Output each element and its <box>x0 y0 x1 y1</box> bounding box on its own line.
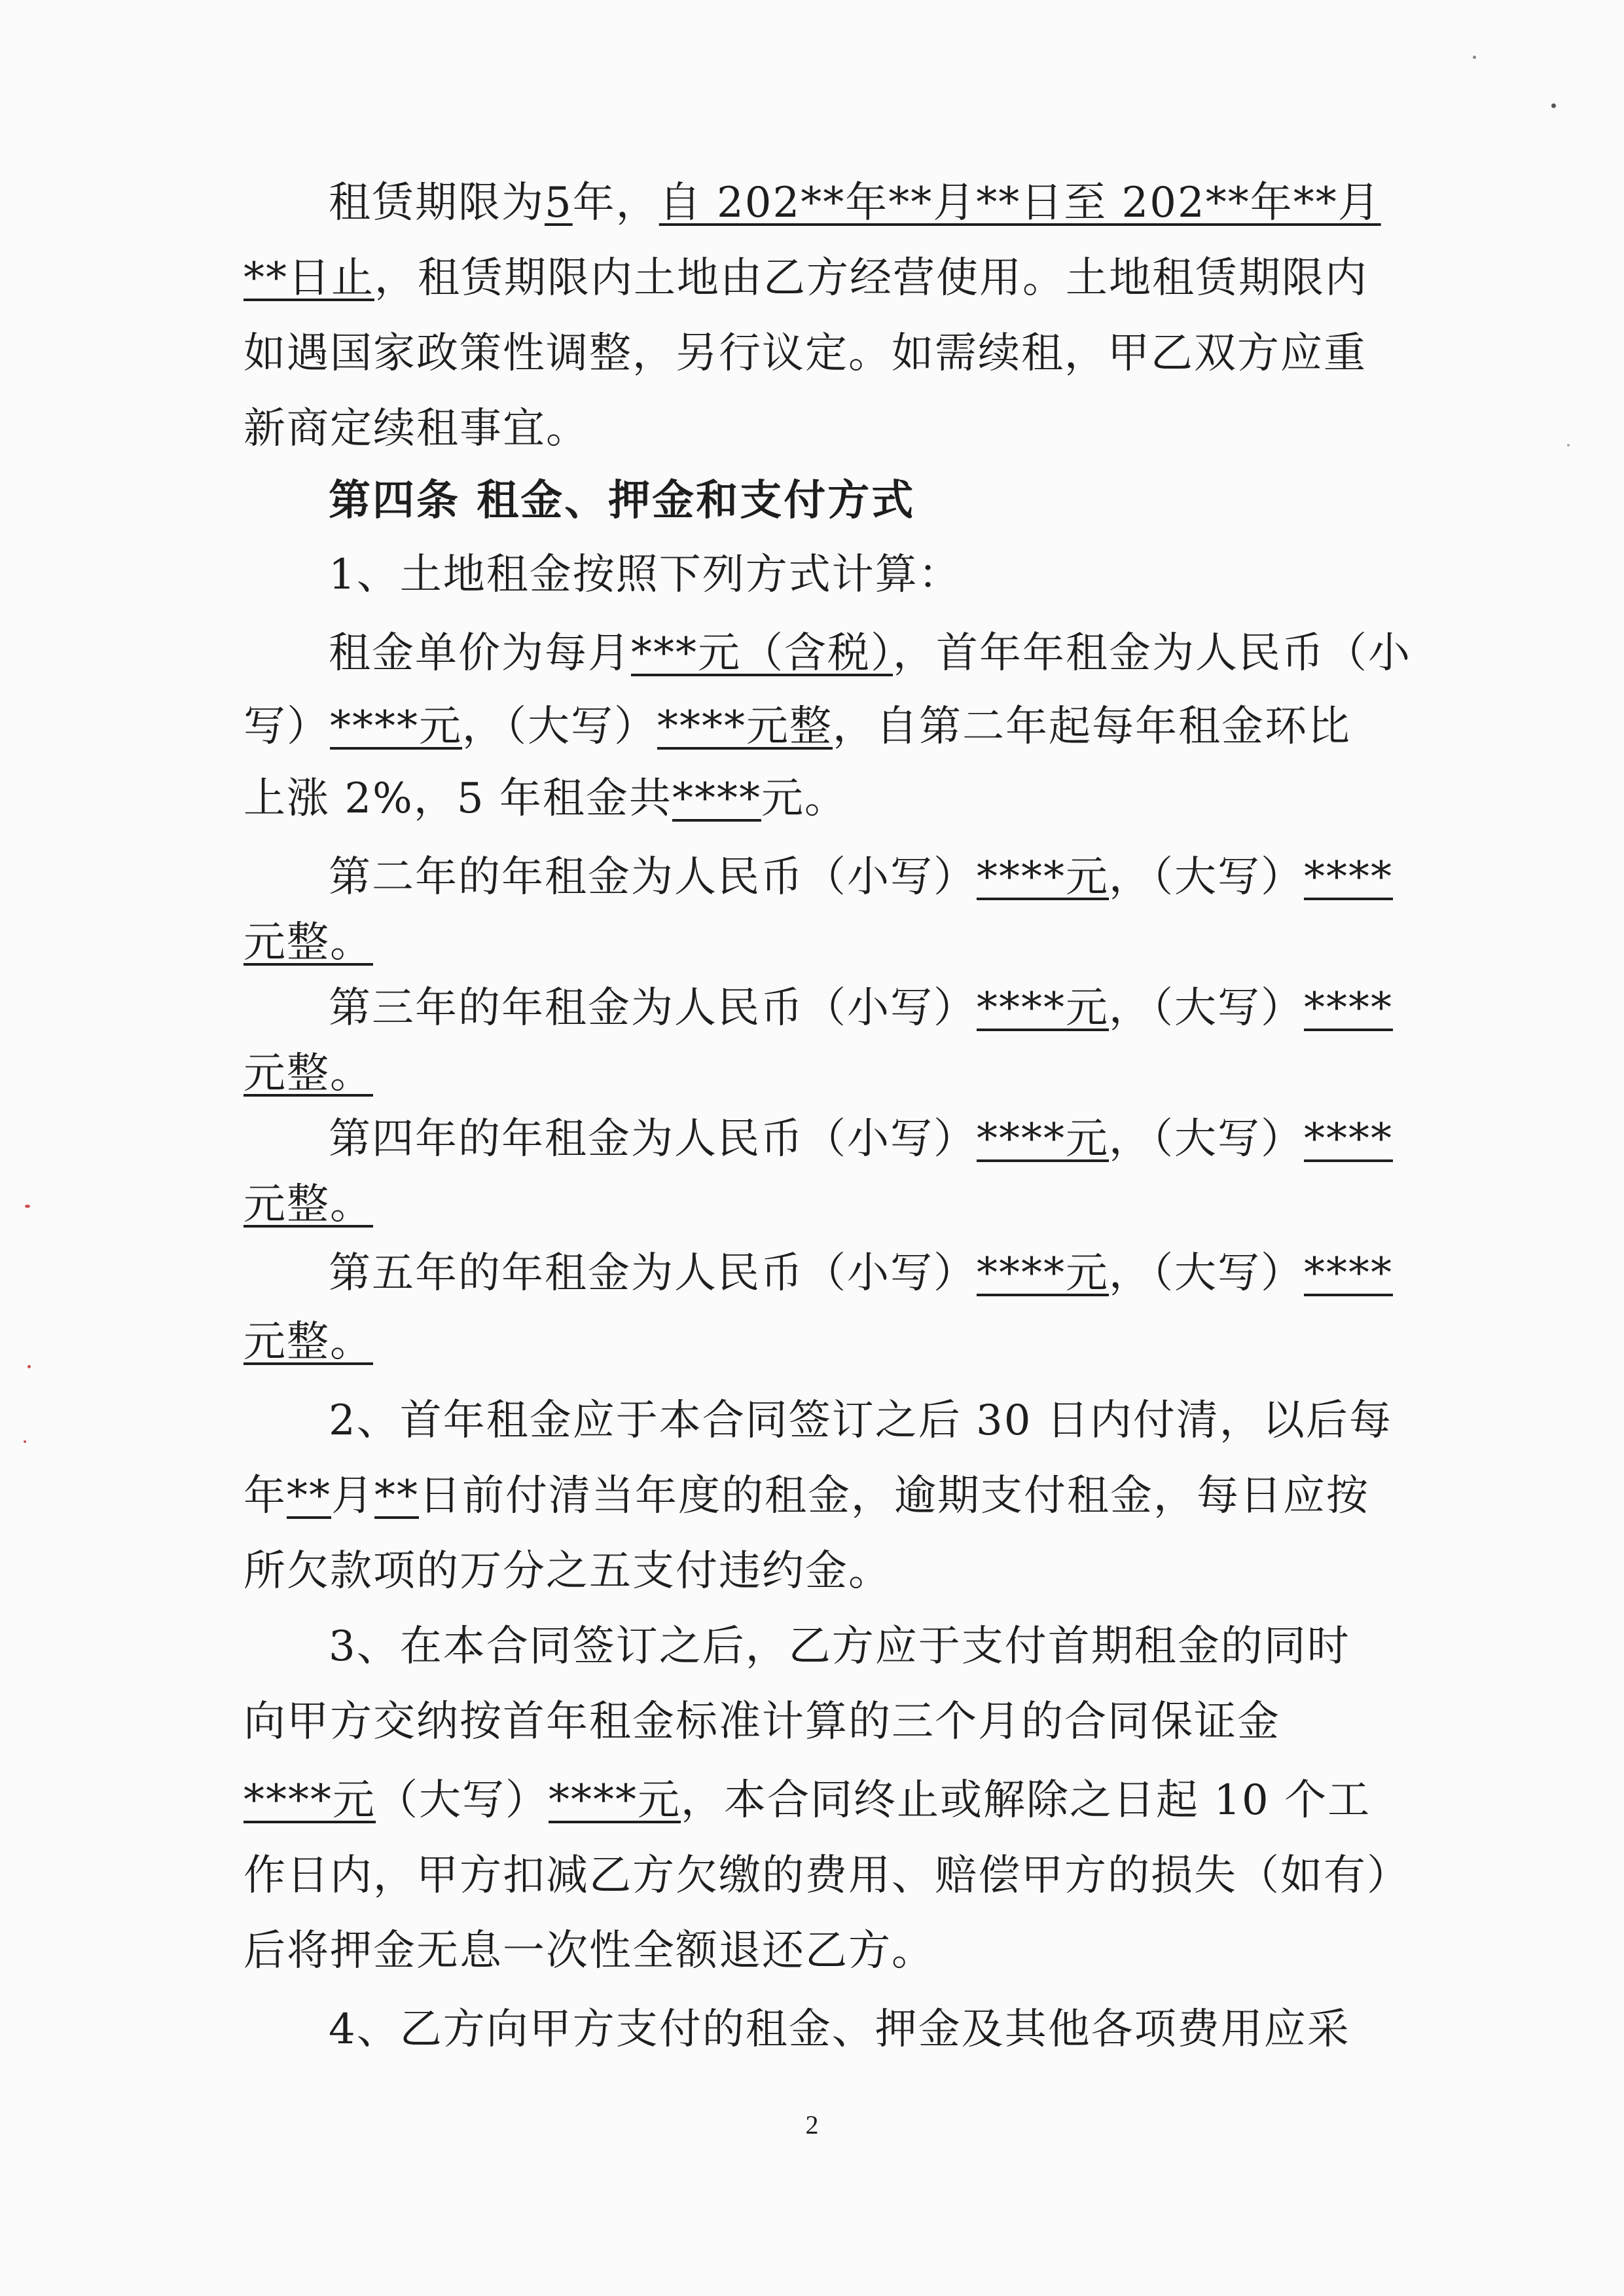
text-line <box>244 1696 1369 1748</box>
text-line <box>329 1620 1369 1673</box>
text-segment: 第四条 租金、押金和支付方式 <box>329 476 916 525</box>
text-segment: 上涨 2%，5 年租金共 <box>244 774 672 823</box>
underlined-fill-in: ****元 <box>977 853 1109 902</box>
scan-speck <box>27 1365 31 1368</box>
text-segment: （大写） <box>376 1776 549 1825</box>
underlined-fill-in: **** <box>1304 984 1393 1032</box>
underlined-fill-in: ****元 <box>244 1776 376 1825</box>
text-line <box>329 2003 1369 2056</box>
text-segment: 新商定续租事宜。 <box>244 405 589 453</box>
underlined-fill-in: 元整。 <box>244 1049 373 1098</box>
text-line <box>244 1545 1369 1597</box>
underlined-fill-in: ****元 <box>330 702 462 751</box>
text-segment: 元。 <box>761 774 848 823</box>
text-line <box>244 403 1369 455</box>
underlined-fill-in: 元整。 <box>244 1318 373 1366</box>
text-line <box>329 627 1411 680</box>
text-line <box>329 1394 1392 1447</box>
text-segment: 月 <box>331 1472 374 1520</box>
text-segment: 向甲方交纳按首年租金标准计算的三个月的合同保证金 <box>244 1698 1280 1746</box>
underlined-fill-in: 5 <box>545 179 573 227</box>
text-segment: 作日内，甲方扣减乙方欠缴的费用、赔偿甲方的损失（如有） <box>244 1851 1410 1900</box>
scan-speck <box>24 1440 26 1443</box>
text-segment: ，租赁期限内土地由乙方经营使用。土地租赁期限内 <box>374 254 1368 302</box>
underlined-fill-in: ****元 <box>977 1249 1109 1298</box>
underlined-fill-in: ****元 <box>549 1776 681 1825</box>
text-segment: ，（大写） <box>462 702 657 751</box>
text-line <box>329 982 1393 1034</box>
text-line <box>244 1470 1369 1522</box>
underlined-fill-in: **** <box>1304 853 1393 902</box>
scan-speck <box>1567 444 1570 446</box>
scan-speck <box>1473 56 1476 59</box>
text-line <box>244 1048 1369 1100</box>
text-segment: ，自第二年起每年租金环比 <box>833 702 1351 751</box>
text-line <box>244 1178 1369 1231</box>
text-segment: 写） <box>244 702 330 751</box>
text-segment: ，首年年租金为人民币（小 <box>893 629 1411 678</box>
underlined-fill-in: ****元 <box>977 1115 1109 1163</box>
text-segment: 2、首年租金应于本合同签订之后 30 日内付清，以后每 <box>329 1396 1392 1445</box>
text-segment: 年 <box>244 1472 287 1520</box>
text-line <box>244 917 1369 969</box>
text-segment: ，（大写） <box>1109 1115 1304 1163</box>
underlined-fill-in: **** <box>672 774 761 823</box>
text-line <box>244 1774 1369 1827</box>
text-segment: 第三年的年租金为人民币（小写） <box>329 984 977 1032</box>
text-segment: ，（大写） <box>1109 853 1304 902</box>
text-segment: 第四年的年租金为人民币（小写） <box>329 1115 977 1163</box>
text-segment: 如遇国家政策性调整，另行议定。如需续租，甲乙双方应重 <box>244 329 1367 378</box>
text-line <box>329 851 1393 903</box>
underlined-fill-in: **日止 <box>244 254 374 302</box>
text-segment: ，（大写） <box>1109 984 1304 1032</box>
underlined-fill-in: **** <box>1304 1115 1393 1163</box>
text-segment: 租金单价为每月 <box>329 629 631 678</box>
text-line <box>244 252 1369 304</box>
scan-speck <box>25 1205 30 1208</box>
text-line <box>244 1850 1410 1902</box>
scan-speck <box>1551 103 1556 108</box>
text-segment: 后将押金无息一次性全额退还乙方。 <box>244 1927 935 1975</box>
underlined-fill-in: **** <box>1304 1249 1393 1298</box>
text-segment: 3、在本合同签订之后，乙方应于支付首期租金的同时 <box>329 1622 1350 1671</box>
text-line <box>244 1925 1369 1977</box>
text-segment: 第五年的年租金为人民币（小写） <box>329 1249 977 1298</box>
text-line <box>329 1113 1393 1165</box>
text-line <box>244 1316 1369 1368</box>
text-line <box>244 701 1369 753</box>
text-segment: 年， <box>572 179 659 227</box>
section-heading <box>329 475 1369 527</box>
text-segment: 4、乙方向甲方支付的租金、押金及其他各项费用应采 <box>329 2005 1350 2054</box>
underlined-fill-in: 自 202**年**月**日至 202**年**月 <box>659 179 1381 227</box>
underlined-fill-in: 元整。 <box>244 919 373 967</box>
underlined-fill-in: ** <box>374 1472 419 1520</box>
underlined-fill-in: ****元整 <box>657 702 833 751</box>
text-segment: ，（大写） <box>1109 1249 1304 1298</box>
page-number: 2 <box>805 2110 819 2140</box>
underlined-fill-in: ***元（含税） <box>631 629 893 678</box>
text-line <box>244 773 1369 825</box>
text-segment: 租赁期限为 <box>329 179 545 227</box>
text-segment: ，本合同终止或解除之日起 10 个工 <box>681 1776 1371 1825</box>
underlined-fill-in: 元整。 <box>244 1180 373 1229</box>
underlined-fill-in: ****元 <box>977 984 1109 1032</box>
text-line <box>244 327 1369 380</box>
text-segment: 1、土地租金按照下列方式计算： <box>329 551 962 599</box>
text-segment: 第二年的年租金为人民币（小写） <box>329 853 977 902</box>
text-line <box>329 1247 1393 1300</box>
underlined-fill-in: ** <box>287 1472 331 1520</box>
text-segment: 所欠款项的万分之五支付违约金。 <box>244 1547 892 1595</box>
text-line <box>329 177 1381 229</box>
text-line <box>329 549 1369 601</box>
text-segment: 日前付清当年度的租金，逾期支付租金，每日应按 <box>419 1472 1369 1520</box>
